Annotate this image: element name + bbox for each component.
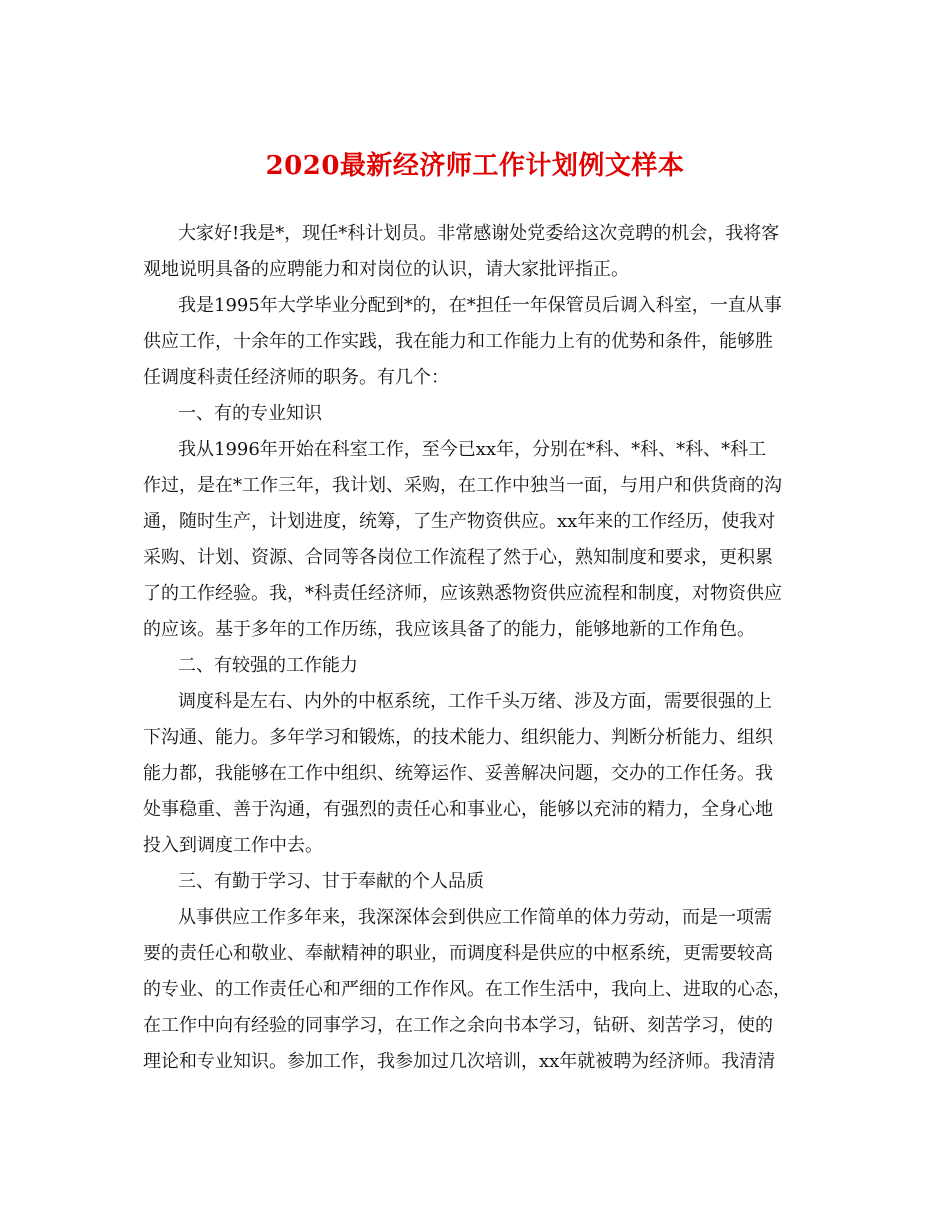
- text-line: 的应该。基于多年的工作历练，我应该具备了的能力，能够地新的工作角色。: [143, 619, 755, 640]
- text-line: 要的责任心和敬业、奉献精神的职业，而调度科是供应的中枢系统，更需要较高: [143, 943, 773, 964]
- text-line: 任调度科责任经济师的职务。有几个：: [143, 367, 449, 388]
- text-line: 观地说明具备的应聘能力和对岗位的认识，请大家批评指正。: [143, 259, 629, 280]
- text-line: 我从1996年开始在科室工作，至今已xx年，分别在*科、*科、*科、*科工: [178, 439, 767, 460]
- document-body: [143, 216, 811, 1080]
- text-line: 下沟通、能力。多年学习和锻炼，的技术能力、组织能力、判断分析能力、组织: [143, 727, 773, 748]
- text-line: 采购、计划、资源、合同等各岗位工作流程了然于心，熟知制度和要求，更积累: [143, 547, 773, 568]
- text-line: 我是1995年大学毕业分配到*的，在*担任一年保管员后调入科室，一直从事: [178, 295, 782, 316]
- text-line: 能力都，我能够在工作中组织、统筹运作、妥善解决问题，交办的工作任务。我: [143, 763, 773, 784]
- text-line: 通，随时生产，计划进度，统筹，了生产物资供应。xx年来的工作经历，使我对: [143, 511, 776, 532]
- text-line: 处事稳重、善于沟通，有强烈的责任心和事业心，能够以充沛的精力，全身心地: [143, 799, 773, 820]
- document-title: 2020最新经济师工作计划例文样本: [265, 151, 685, 181]
- text-line: 的专业、的工作责任心和严细的工作作风。在工作生活中，我向上、进取的心态，: [143, 979, 791, 1000]
- text-line: 三、有勤于学习、甘于奉献的个人品质: [178, 871, 484, 892]
- text-line: 一、有的专业知识: [178, 403, 322, 424]
- text-line: 调度科是左右、内外的中枢系统，工作千头万绪、涉及方面，需要很强的上: [178, 691, 772, 712]
- text-line: 理论和专业知识。参加工作，我参加过几次培训，xx年就被聘为经济师。我清清: [143, 1051, 776, 1072]
- text-line: 供应工作，十余年的工作实践，我在能力和工作能力上有的优势和条件，能够胜: [143, 331, 773, 352]
- text-line: 大家好!我是*，现任*科计划员。非常感谢处党委给这次竞聘的机会，我将客: [178, 223, 780, 244]
- text-line: 二、有较强的工作能力: [178, 655, 358, 676]
- text-line: 从事供应工作多年来，我深深体会到供应工作简单的体力劳动，而是一项需: [178, 907, 772, 928]
- text-line: 在工作中向有经验的同事学习，在工作之余向书本学习，钻研、刻苦学习，使的: [143, 1015, 773, 1036]
- text-line: 作过，是在*工作三年，我计划、采购，在工作中独当一面，与用户和供货商的沟: [143, 475, 782, 496]
- text-line: 投入到调度工作中去。: [143, 835, 323, 856]
- text-line: 了的工作经验。我，*科责任经济师，应该熟悉物资供应流程和制度，对物资供应: [143, 583, 782, 604]
